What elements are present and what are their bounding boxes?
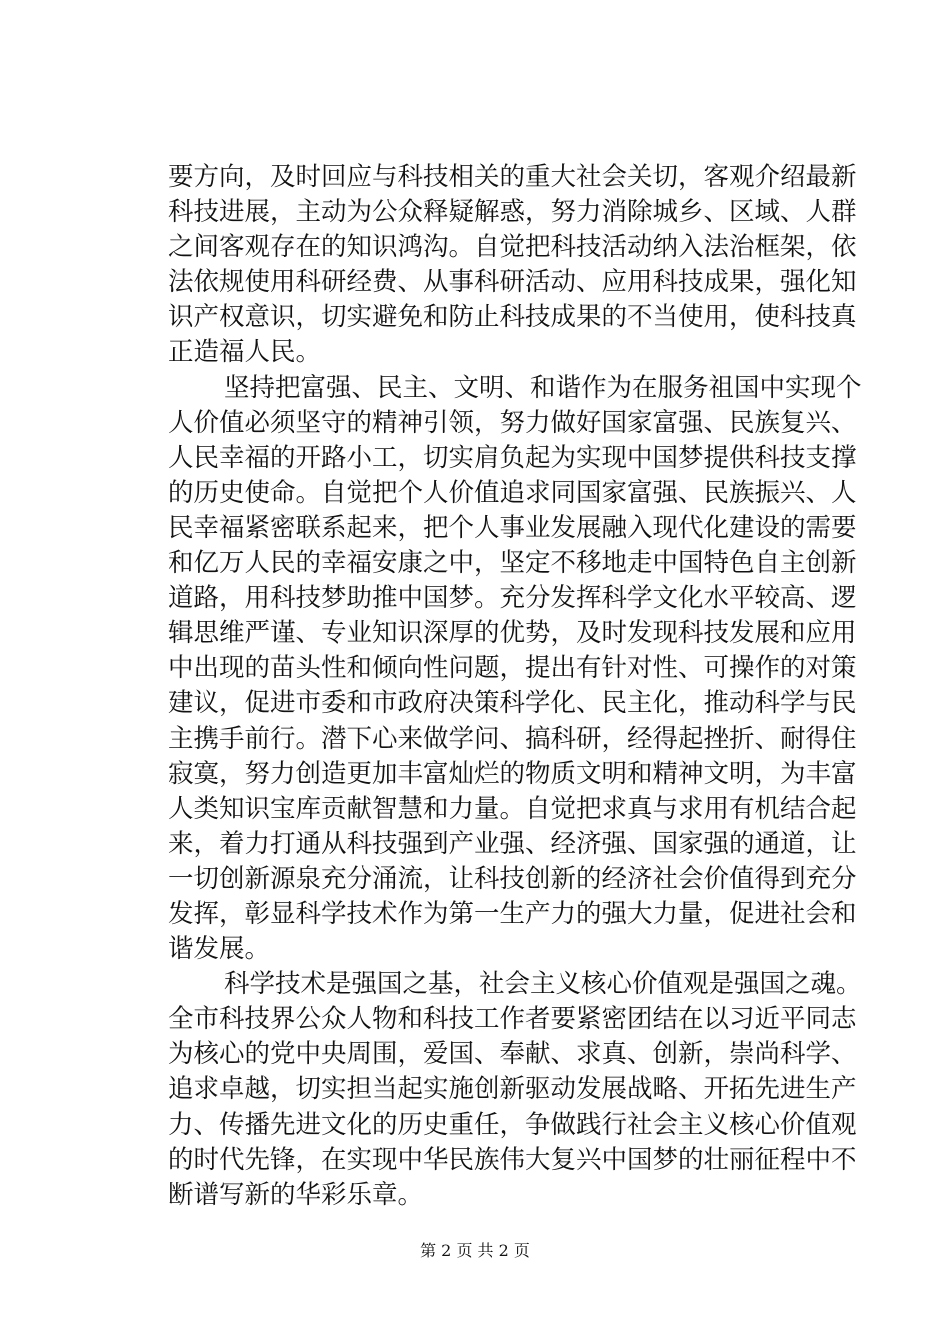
- text-line: 谐发展。: [168, 934, 271, 965]
- text-line: 来，着力打通从科技强到产业强、经济强、国家强的通道，让: [168, 828, 857, 859]
- text-line: 建议，促进市委和市政府决策科学化、民主化，推动科学与民: [168, 688, 857, 719]
- text-line: 法依规使用科研经费、从事科研活动、应用科技成果，强化知: [168, 267, 857, 298]
- text-line: 中出现的苗头性和倾向性问题，提出有针对性、可操作的对策: [168, 653, 857, 684]
- document-body: [168, 160, 862, 1213]
- text-line: 的历史使命。自觉把个人价值追求同国家富强、民族振兴、人: [168, 477, 857, 508]
- text-line: 断谱写新的华彩乐章。: [168, 1179, 424, 1210]
- paragraph-3: [168, 967, 862, 1213]
- text-line: 坚持把富强、民主、文明、和谐作为在服务祖国中实现个: [224, 372, 862, 403]
- text-line: 全市科技界公众人物和科技工作者要紧密团结在以习近平同志: [168, 1004, 857, 1035]
- text-line: 道路，用科技梦助推中国梦。充分发挥科学文化水平较高、逻: [168, 583, 857, 614]
- text-line: 科技进展，主动为公众释疑解惑，努力消除城乡、区域、人群: [168, 197, 857, 228]
- text-line: 主携手前行。潜下心来做学问、搞科研，经得起挫折、耐得住: [168, 723, 857, 754]
- text-line: 一切创新源泉充分涌流，让科技创新的经济社会价值得到充分: [168, 863, 857, 894]
- text-line: 之间客观存在的知识鸿沟。自觉把科技活动纳入法治框架，依: [168, 232, 857, 263]
- text-line: 寂寞，努力创造更加丰富灿烂的物质文明和精神文明，为丰富: [168, 758, 857, 789]
- page-number-footer: 第 2 页 共 2 页: [420, 1241, 530, 1260]
- text-line: 识产权意识，切实避免和防止科技成果的不当使用，使科技真: [168, 302, 857, 333]
- text-line: 追求卓越，切实担当起实施创新驱动发展战略、开拓先进生产: [168, 1074, 857, 1105]
- text-line: 人民幸福的开路小工，切实肩负起为实现中国梦提供科技支撑: [168, 442, 857, 473]
- text-line: 科学技术是强国之基，社会主义核心价值观是强国之魂。: [224, 969, 862, 1000]
- text-line: 要方向，及时回应与科技相关的重大社会关切，客观介绍最新: [168, 162, 857, 192]
- text-line: 人价值必须坚守的精神引领，努力做好国家富强、民族复兴、: [168, 407, 857, 438]
- text-line: 力、传播先进文化的历史重任，争做践行社会主义核心价值观: [168, 1109, 857, 1140]
- text-line: 为核心的党中央周围，爱国、奉献、求真、创新，崇尚科学、: [168, 1039, 857, 1070]
- text-line: 民幸福紧密联系起来，把个人事业发展融入现代化建设的需要: [168, 512, 857, 543]
- text-line: 人类知识宝库贡献智慧和力量。自觉把求真与求用有机结合起: [168, 793, 857, 824]
- text-line: 发挥，彰显科学技术作为第一生产力的强大力量，促进社会和: [168, 898, 857, 929]
- text-line: 和亿万人民的幸福安康之中，坚定不移地走中国特色自主创新: [168, 548, 857, 579]
- text-line: 辑思维严谨、专业知识深厚的优势，及时发现科技发展和应用: [168, 618, 857, 649]
- text-line: 正造福人民。: [168, 337, 322, 368]
- paragraph-1: [168, 160, 857, 371]
- paragraph-2: [168, 371, 862, 968]
- text-line: 的时代先锋，在实现中华民族伟大复兴中国梦的壮丽征程中不: [168, 1144, 857, 1175]
